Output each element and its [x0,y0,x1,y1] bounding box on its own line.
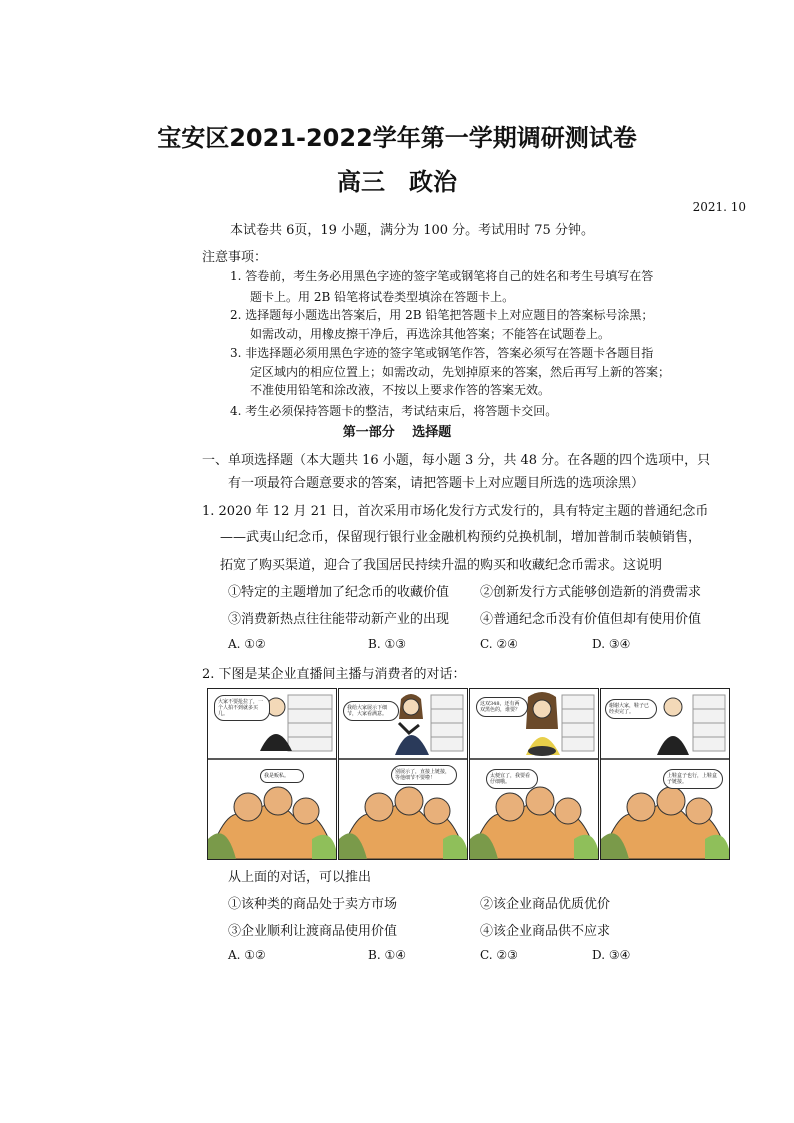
note-line: 4. 考生必须保持答题卡的整洁，考试结束后，将答题卡交回。 [230,404,558,418]
speech-bubble-buyer: 我是贩私。 [260,769,304,783]
q1-stem: ——武夷山纪念币，保留现行银行业金融机构预约兑换机制，增加普制币装帧销售， [220,530,702,545]
exam-intro: 本试卷共 6页，19 小题，满分为 100 分。考试用时 75 分钟。 [230,223,594,238]
note-line: 如需改动，用橡皮擦干净后，再选涂其他答案；不能答在试题卷上。 [250,327,611,341]
comic-panel-1 [207,688,337,860]
q2-choice-a: A. ①② [228,948,266,962]
q1-choice-d: D. ③④ [592,637,631,651]
section-heading: 第一部分 选择题 [342,425,452,440]
q2-choice-d: D. ③④ [592,948,631,962]
notes-heading: 注意事项： [202,250,268,265]
speech-bubble-host: 大家不要抢拉了，一个人拍不到就多买几。 [214,695,270,721]
q1-option: ③消费新热点往往能带动新产业的出现 [228,612,450,627]
q2-choice-c: C. ②③ [480,948,518,962]
note-line: 题卡上。用 2B 铅笔将试卷类型填涂在答题卡上。 [250,290,515,304]
part-instruction: 有一项最符合题意要求的答案，请把答题卡上对应题目所选的选项涂黑） [228,476,645,491]
comic-panel-3 [469,688,599,860]
note-line: 定区域内的相应位置上；如需改动，先划掉原来的答案，然后再写上新的答案； [250,365,671,379]
speech-bubble-buyer: 别展示了，直接上链接，等他细节不要啦！ [391,765,457,785]
note-line: 3. 非选择题必须用黑色字迹的签字笔或钢笔作答，答案必须写在答题卡各题目指 [230,346,654,360]
speech-bubble-buyer: 太便宜了，我要看仔细哦。 [486,769,538,789]
comic-panel-2 [338,688,468,860]
q1-stem: 拓宽了购买渠道，迎合了我国居民持续升温的购买和收藏纪念币需求。这说明 [220,558,663,573]
speech-bubble-host: 谢谢大家，鞋子已经卖完了。 [605,699,657,719]
q2-stem: 2. 下图是某企业直播间主播与消费者的对话： [202,667,466,682]
q1-option: ②创新发行方式能够创造新的消费需求 [480,585,702,600]
q1-choice-a: A. ①② [228,637,266,651]
speech-bubble-host: 我给大家展示下细节，大家看满意。 [343,701,399,721]
part-instruction: 一、单项选择题（本大题共 16 小题，每小题 3 分，共 48 分。在各题的四个选项中，只 [202,453,711,468]
q1-choice-c: C. ②④ [480,637,518,651]
speech-bubble-buyer: 上鞋盒子也行，上鞋盒子链接。 [663,769,723,789]
speech-bubble-host: 这双348，还有两双黑色的，谁要？ [476,697,528,717]
q2-option: ①该种类的商品处于卖方市场 [228,897,398,912]
note-line: 2. 选择题每小题选出答案后，用 2B 铅笔把答题卡上对应题目的答案标号涂黑； [230,308,654,322]
comic-panel-4 [600,688,730,860]
exam-title: 宝安区2021-2022学年第一学期调研测试卷 [157,124,637,152]
q2-question: 从上面的对话，可以推出 [228,870,372,885]
note-line: 不准使用铅笔和涂改液，不按以上要求作答的答案无效。 [250,383,551,397]
q1-choice-b: B. ①③ [368,637,406,651]
q2-option: ②该企业商品优质优价 [480,897,611,912]
exam-date: 2021. 10 [692,200,746,214]
q2-option: ④该企业商品供不应求 [480,924,611,939]
exam-subject: 高三 政治 [337,168,457,196]
note-line: 1. 答卷前，考生务必用黑色字迹的签字笔或钢笔将自己的姓名和考生号填写在答 [230,269,654,283]
q2-option: ③企业顺利让渡商品使用价值 [228,924,398,939]
q1-option: ①特定的主题增加了纪念币的收藏价值 [228,585,450,600]
q2-choice-b: B. ①④ [368,948,406,962]
q1-stem: 1. 2020 年 12 月 21 日，首次采用市场化发行方式发行的，具有特定主题的普通纪念币 [202,504,709,519]
q1-option: ④普通纪念币没有价值但却有使用价值 [480,612,702,627]
